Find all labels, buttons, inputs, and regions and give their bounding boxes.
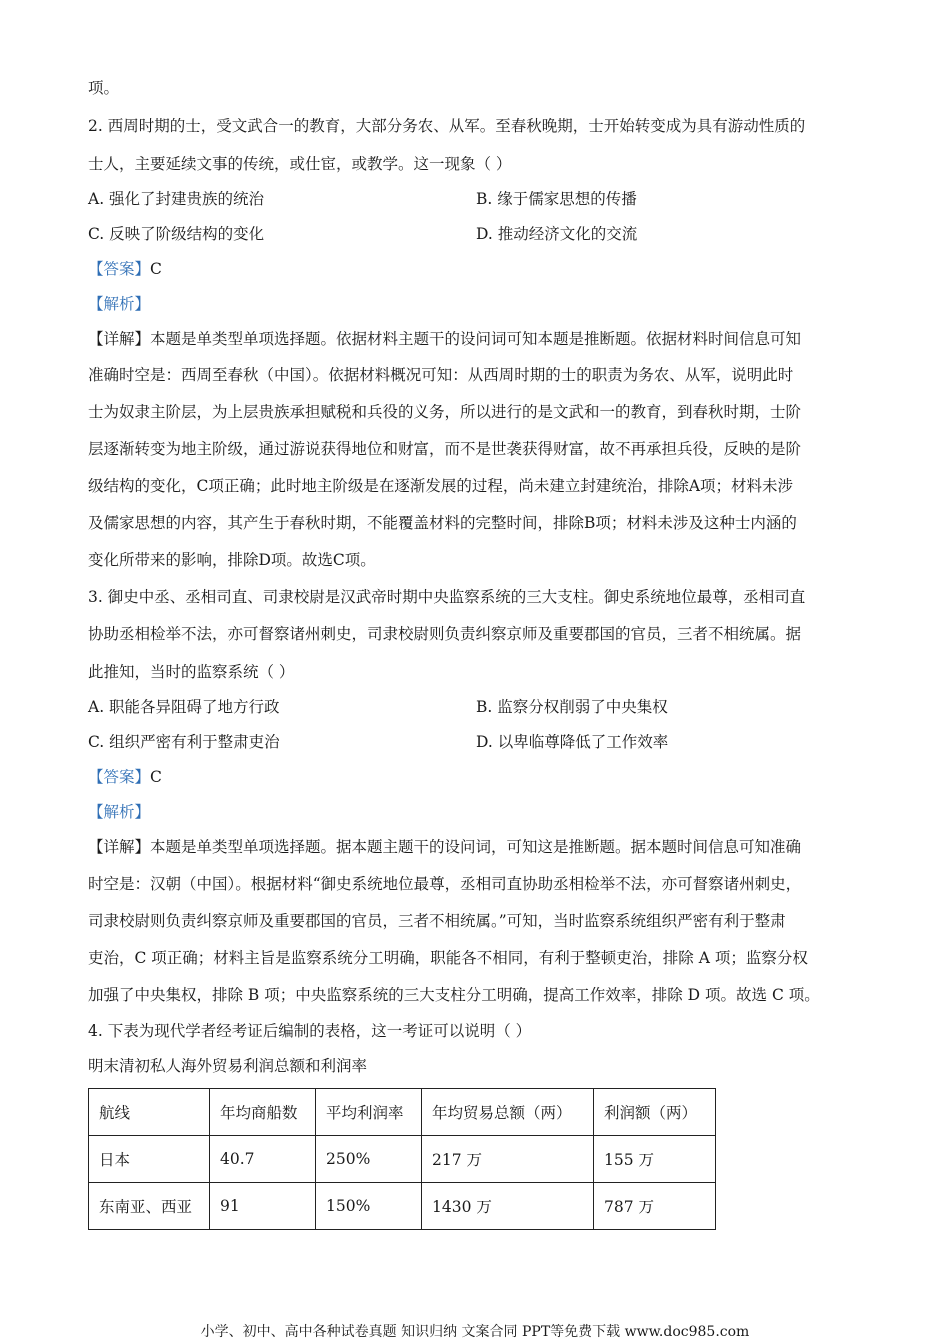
q3-detail-line <box>88 837 801 857</box>
table-cell: 150% <box>316 1183 422 1230</box>
q2-analysis-tag: 【解析】 <box>88 295 151 313</box>
q2-detail-line: 及儒家思想的内容，其产生于春秋时期，不能覆盖材料的完整时间，排除B项；材料未涉及这种士内涵的 <box>88 514 797 532</box>
question-2-stem: 士人，主要延续文事的传统，或仕宦，或教学。这一现象（ ） <box>88 155 512 173</box>
table-cell: 250% <box>316 1136 422 1183</box>
question-4-stem: 4. 下表为现代学者经考证后编制的表格，这一考证可以说明（ ） <box>88 1022 532 1040</box>
trade-profit-table <box>88 1088 716 1230</box>
table-header-row <box>89 1089 716 1136</box>
question-3-stem: 此推知，当时的监察系统（ ） <box>88 663 295 681</box>
table-cell: 日本 <box>89 1136 210 1183</box>
question-3-stem: 协助丞相检举不法，亦可督察诸州刺史，司隶校尉则负责纠察京师及重要郡国的官员，三者不相统属。据 <box>88 625 802 643</box>
table-header-cell: 利润额（两） <box>594 1089 716 1136</box>
q2-detail-line: 层逐渐转变为地主阶级，通过游说获得地位和财富，而不是世袭获得财富，故不再承担兵役，反映的是阶 <box>88 440 802 458</box>
detail-text: 本题是单类型单项选择题。依据材料主题干的设问词可知本题是推断题。依据材料时间信息可知 <box>150 330 802 348</box>
table-title: 明末清初私人海外贸易利润总额和利润率 <box>88 1057 368 1075</box>
table-cell: 91 <box>210 1183 316 1230</box>
table-cell: 787 万 <box>594 1183 716 1230</box>
detail-tag: 【详解】 <box>88 838 151 856</box>
table-cell: 40.7 <box>210 1136 316 1183</box>
table-row <box>89 1183 716 1230</box>
q2-option-a: A. 强化了封建贵族的统治 <box>88 190 265 208</box>
page-footer: 小学、初中、高中各种试卷真题 知识归纳 文案合同 PPT等免费下载 www.doc985.com <box>200 1324 750 1340</box>
table-cell: 1430 万 <box>422 1183 594 1230</box>
q3-detail-line: 加强了中央集权，排除 B 项；中央监察系统的三大支柱分工明确，提高工作效率，排除 D 项。故选 C 项。 <box>88 986 820 1004</box>
q3-detail-line: 时空是：汉朝（中国）。根据材料“御史系统地位最尊，丞相司直协助丞相检举不法，亦可督察诸州刺史， <box>88 875 802 893</box>
table-cell: 217 万 <box>422 1136 594 1183</box>
table-header-cell: 年均贸易总额（两） <box>422 1089 594 1136</box>
answer-value: C <box>150 768 162 786</box>
table-header-cell: 航线 <box>89 1089 210 1136</box>
table-row <box>89 1136 716 1183</box>
answer-value: C <box>150 260 162 278</box>
q2-option-d: D. 推动经济文化的交流 <box>476 225 638 243</box>
q3-detail-line: 司隶校尉则负责纠察京师及重要郡国的官员，三者不相统属。”可知，当时监察系统组织严密有利于整肃 <box>88 912 786 930</box>
q2-detail-line <box>88 329 801 349</box>
q2-detail-line: 士为奴隶主阶层，为上层贵族承担赋税和兵役的义务，所以进行的是文武和一的教育，到春秋时期，士阶 <box>88 403 802 421</box>
q3-option-a: A. 职能各异阻碍了地方行政 <box>88 698 280 716</box>
table-header-cell: 平均利润率 <box>316 1089 422 1136</box>
detail-tag: 【详解】 <box>88 330 151 348</box>
q2-answer <box>88 259 162 279</box>
table-cell: 东南亚、西亚 <box>89 1183 210 1230</box>
table-header-cell: 年均商船数 <box>210 1089 316 1136</box>
q3-option-c: C. 组织严密有利于整肃吏治 <box>88 733 280 751</box>
question-3-stem: 3. 御史中丞、丞相司直、司隶校尉是汉武帝时期中央监察系统的三大支柱。御史系统地位最尊，丞相司直 <box>88 588 806 606</box>
q2-option-b: B. 缘于儒家思想的传播 <box>476 190 637 208</box>
text-line: 项。 <box>88 79 120 97</box>
q3-option-b: B. 监察分权削弱了中央集权 <box>476 698 668 716</box>
detail-text: 本题是单类型单项选择题。据本题主题干的设问词，可知这是推断题。据本题时间信息可知准确 <box>150 838 802 856</box>
table-cell: 155 万 <box>594 1136 716 1183</box>
question-2-stem: 2. 西周时期的士，受文武合一的教育，大部分务农、从军。至春秋晚期，士开始转变成为具有游动性质的 <box>88 117 806 135</box>
q2-detail-line: 变化所带来的影响，排除D项。故选C项。 <box>88 551 376 569</box>
q3-answer <box>88 767 162 787</box>
q2-detail-line: 级结构的变化，C项正确；此时地主阶级是在逐渐发展的过程，尚未建立封建统治，排除A项；材料未涉 <box>88 477 794 495</box>
q3-option-d: D. 以卑临尊降低了工作效率 <box>476 733 669 751</box>
q2-detail-line: 准确时空是：西周至春秋（中国）。依据材料概况可知：从西周时期的士的职责为务农、从军，说明此时 <box>88 366 794 384</box>
q3-detail-line: 吏治，C 项正确；材料主旨是监察系统分工明确，职能各不相同，有利于整顿吏治，排除 A 项；监察分权 <box>88 949 808 967</box>
q3-analysis-tag: 【解析】 <box>88 803 151 821</box>
answer-tag: 【答案】 <box>88 768 151 786</box>
answer-tag: 【答案】 <box>88 260 151 278</box>
q2-option-c: C. 反映了阶级结构的变化 <box>88 225 265 243</box>
